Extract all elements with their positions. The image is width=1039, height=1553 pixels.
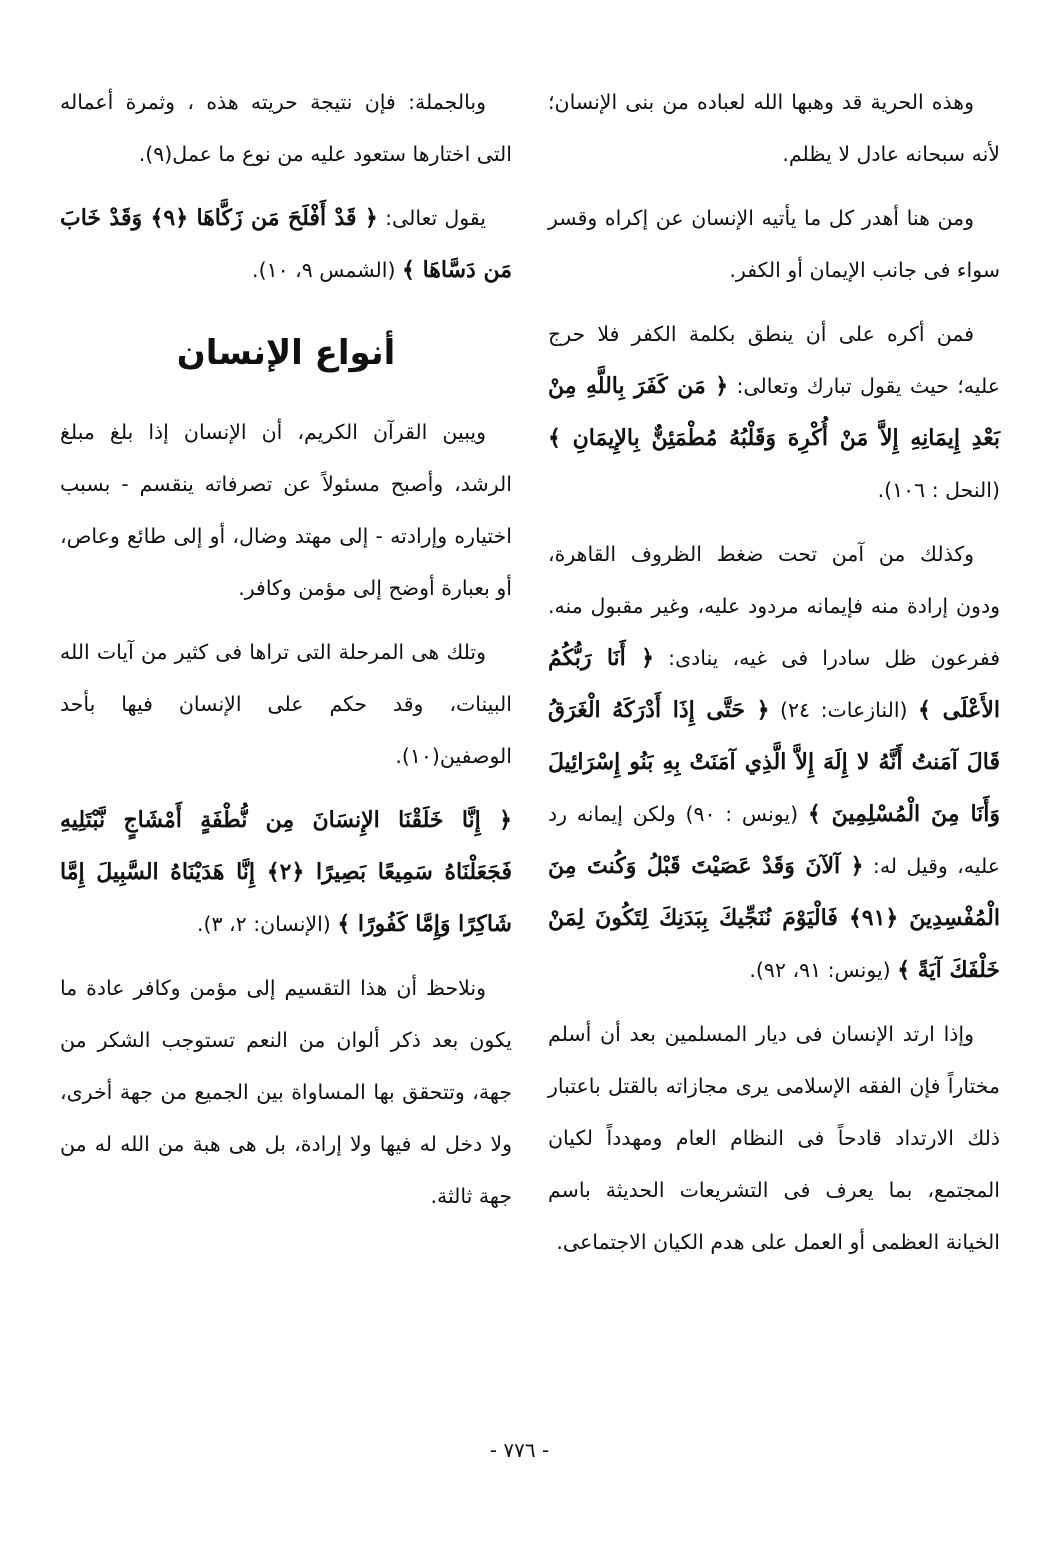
verse-reference: (الشمس ٩، ١٠). [252,258,396,282]
quran-verse: ﴿ قَدْ أَفْلَحَ مَن زَكَّاهَا ﴿٩﴾ وَقَدْ خَابَ مَن دَسَّاهَا ﴾ [60,205,512,283]
paragraph [60,794,512,950]
quran-verse: ﴿ آلآنَ وَقَدْ عَصَيْتَ قَبْلُ وَكُنتَ مِنَ الْمُفْسِدِينَ ﴿٩١﴾ فَالْيَوْمَ نُنَجِّيكَ بِبَدَنِكَ لِتَكُونَ لِمَنْ خَلْفَكَ آيَةً ﴾ [548,853,1000,983]
page-number: - ٧٧٦ - [489,1438,550,1462]
right-column [548,76,1000,1280]
quran-verse: ﴿ إِنَّا خَلَقْنَا الإِنسَانَ مِن نُّطْفَةٍ أَمْشَاجٍ نَّبْتَلِيهِ فَجَعَلْنَاهُ سَمِيعًا بَصِيرًا ﴿٢﴾ إِنَّا هَدَيْنَاهُ السَّبِيلَ إِمَّا شَاكِرًا وَإِمَّا كَفُورًا ﴾ [60,807,512,937]
paragraph-text: يقول تعالى: [385,206,486,230]
paragraph-text: فمن أكره على أن ينطق بكلمة الكفر فلا حرج عليه؛ حيث يقول تبارك وتعالى: [548,322,1000,398]
paragraph: ونلاحظ أن هذا التقسيم إلى مؤمن وكافر عادة ما يكون بعد ذكر ألوان من النعم تستوجب الشكر من جهة، وتتحقق بها المساواة بين الجميع من جهة أخرى، ولا دخل له فيها ولا إرادة، بل هى هبة من الله له من جهة ثالثة. [60,976,512,1208]
quran-verse: ﴿ مَن كَفَرَ بِاللَّهِ مِنْ بَعْدِ إِيمَانِهِ إِلاَّ مَنْ أُكْرِهَ وَقَلْبُهُ مُطْمَئِنٌّ بِالإِيمَانِ ﴾ [548,373,1000,451]
verse-reference: (الإنسان: ٢، ٣). [197,912,331,936]
left-column [60,76,512,1234]
paragraph: ومن هنا أهدر كل ما يأتيه الإنسان عن إكراه وقسر سواء فى جانب الإيمان أو الكفر. [548,206,1000,282]
verse-reference: (النازعات: ٢٤) [780,698,908,722]
quran-verse: ﴿ حَتَّى إِذَا أَدْرَكَهُ الْغَرَقُ قَالَ آمَنتُ أَنَّهُ لا إِلَهَ إِلاَّ الَّذِي آمَنَتْ بِهِ بَنُو إِسْرَائِيلَ وَأَنَا مِنَ الْمُسْلِمِينَ ﴾ [548,697,1001,827]
verse-reference: (يونس: ٩١، ٩٢). [749,958,891,982]
paragraph: ويبين القرآن الكريم، أن الإنسان إذا بلغ مبلغ الرشد، وأصبح مسئولاً عن تصرفاته ينقسم - بسبب اختياره وإرادته - إلى مهتد وضال، أو إلى طائع وعاص، أو بعبارة أوضح إلى مؤمن وكافر. [60,420,512,600]
verse-reference: (النحل : ١٠٦). [877,478,1000,502]
verse-reference: (يونس : ٩٠) ولكن إيمانه رد عليه، وقيل له: [548,802,1000,878]
paragraph [60,192,512,296]
quran-verse: ﴿ أَنَا رَبُّكُمُ الأَعْلَى ﴾ [548,645,1000,723]
paragraph [548,528,1000,996]
paragraph-text: وكذلك من آمن تحت ضغط الظروف القاهرة، ودون إرادة منه فإيمانه مردود عليه، وغير مقبول منه. ففرعون ظل سادرا فى غيه، ينادى: [548,542,1000,670]
paragraph: وهذه الحرية قد وهبها الله لعباده من بنى الإنسان؛ لأنه سبحانه عادل لا يظلم. [548,90,1000,166]
paragraph: وتلك هى المرحلة التى تراها فى كثير من آيات الله البينات، وقد حكم على الإنسان فيها بأحد الوصفين(١٠). [60,640,512,768]
paragraph: وإذا ارتد الإنسان فى ديار المسلمين بعد أن أسلم مختاراً فإن الفقه الإسلامى يرى مجازاته بالقتل باعتبار ذلك الارتداد قادحاً فى النظام العام ومهدداً لكيان المجتمع، بما يعرف فى التشريعات الحديثة باسم الخيانة العظمى أو العمل على هدم الكيان الاجتماعى. [548,1022,1000,1254]
section-heading: أنواع الإنسان [176,333,396,373]
paragraph [548,308,1000,516]
paragraph: وبالجملة: فإن نتيجة حريته هذه ، وثمرة أعماله التى اختارها ستعود عليه من نوع ما عمل(٩). [60,90,512,166]
